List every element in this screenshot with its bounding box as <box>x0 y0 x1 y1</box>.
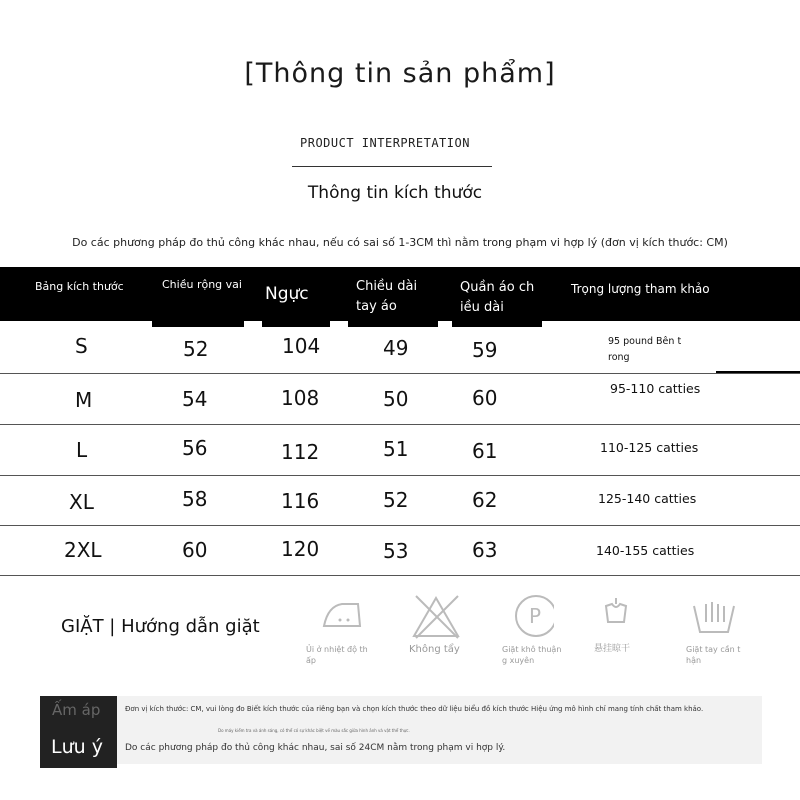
row-divider <box>0 424 800 425</box>
table-cell-length: 62 <box>472 488 498 512</box>
table-cell-weight: 95-110 catties <box>610 381 701 396</box>
wash-item-dry-clean: P Giặt khô thuận g xuyên <box>486 592 566 666</box>
row-divider <box>0 475 800 476</box>
subtitle-divider <box>292 166 492 167</box>
row-divider <box>0 373 800 374</box>
header-tab-decoration <box>452 321 542 327</box>
measurement-note: Do các phương pháp đo thủ công khác nhau, nếu có sai số 1-3CM thì nằm trong phạm vi hợp lý (đơn vị kích thước: CM) <box>72 236 728 249</box>
table-cell-length: 60 <box>472 386 498 410</box>
table-cell-sleeve: 49 <box>383 336 409 360</box>
table-cell-size: 2XL <box>64 538 102 562</box>
table-cell-shoulder: 52 <box>183 337 209 361</box>
header-tab-decoration <box>348 321 438 327</box>
table-cell-size: L <box>76 438 88 462</box>
header-tab-decoration <box>262 321 330 327</box>
row-divider <box>0 525 800 526</box>
wash-item-no-bleach: Không tẩy <box>396 592 476 655</box>
table-cell-sleeve: 52 <box>383 488 409 512</box>
page-title: [Thông tin sản phẩm] <box>244 58 556 89</box>
table-cell-shoulder: 54 <box>182 387 208 411</box>
table-cell-chest: 120 <box>281 537 320 561</box>
hang-dry-icon <box>590 592 646 640</box>
header-clothes-length: Quần áo ch iều dài <box>460 280 535 315</box>
svg-text:P: P <box>529 604 542 628</box>
header-reference-weight: Trọng lượng tham khảo <box>571 282 710 296</box>
table-cell-sleeve: 50 <box>383 387 409 411</box>
table-cell-shoulder: 58 <box>182 487 208 511</box>
no-tumble-dry-icon <box>408 592 464 640</box>
row-divider-accent <box>716 371 800 373</box>
section-title-size-info: Thông tin kích thước <box>307 183 483 203</box>
notice-line-tiny: Do máy kiểm tra và ánh sáng, có thể có sự khác biệt về màu sắc giữa hình ảnh và vật thể thực. <box>218 728 410 733</box>
table-cell-weight: 110-125 catties <box>600 440 699 455</box>
table-cell-chest: 116 <box>281 489 320 513</box>
iron-icon <box>314 592 370 640</box>
wash-instructions-title: GIẶT | Hướng dẫn giặt <box>61 616 260 637</box>
notice-line-2: Do các phương pháp đo thủ công khác nhau, sai số 24CM nằm trong phạm vi hợp lý. <box>125 743 506 753</box>
notice-line-1: Đơn vị kích thước: CM, vui lòng đo Biết kích thước của riêng bạn và chọn kích thước theo dữ liệu biểu đồ kích thước Hiệu ứng mô hình chỉ mang tính chất tham khảo. <box>125 705 704 713</box>
header-chest: Ngực <box>265 284 309 304</box>
table-cell-sleeve: 51 <box>383 437 409 461</box>
table-cell-size: XL <box>69 490 94 514</box>
dry-clean-p-icon <box>498 592 554 640</box>
header-shoulder-width: Chiều rộng vai <box>162 278 242 291</box>
subtitle-english: PRODUCT INTERPRETATION <box>300 136 470 150</box>
table-cell-length: 63 <box>472 538 498 562</box>
table-cell-chest: 112 <box>281 440 320 464</box>
header-size-chart: Bảng kích thước <box>35 280 124 293</box>
table-cell-chest: 108 <box>281 386 320 410</box>
header-sleeve-length: Chiều dài tay áo <box>356 279 418 314</box>
table-cell-weight: 140-155 catties <box>596 543 695 558</box>
table-cell-weight: 125-140 catties <box>598 491 697 506</box>
notice-tag-top: Ấm áp <box>52 701 101 719</box>
wash-item-hand-wash: Giặt tay cần t hận <box>670 592 750 666</box>
notice-tag-label: Lưu ý <box>51 736 103 758</box>
header-tab-decoration <box>152 321 244 327</box>
table-cell-sleeve: 53 <box>383 539 409 563</box>
wash-item-iron: Ủi ở nhiệt độ th ấp <box>302 592 382 666</box>
table-cell-weight: 95 pound Bên t rong <box>608 336 682 363</box>
table-cell-shoulder: 60 <box>182 538 208 562</box>
table-cell-chest: 104 <box>282 334 321 358</box>
table-cell-length: 61 <box>472 439 498 463</box>
size-table-header <box>0 267 800 321</box>
table-cell-size: S <box>75 334 88 358</box>
table-cell-length: 59 <box>472 338 498 362</box>
table-cell-size: M <box>75 388 93 412</box>
table-cell-shoulder: 56 <box>182 436 208 460</box>
hand-wash-icon <box>682 592 738 640</box>
row-divider <box>0 575 800 576</box>
wash-item-hang-dry: 悬挂晾干 <box>578 592 658 655</box>
